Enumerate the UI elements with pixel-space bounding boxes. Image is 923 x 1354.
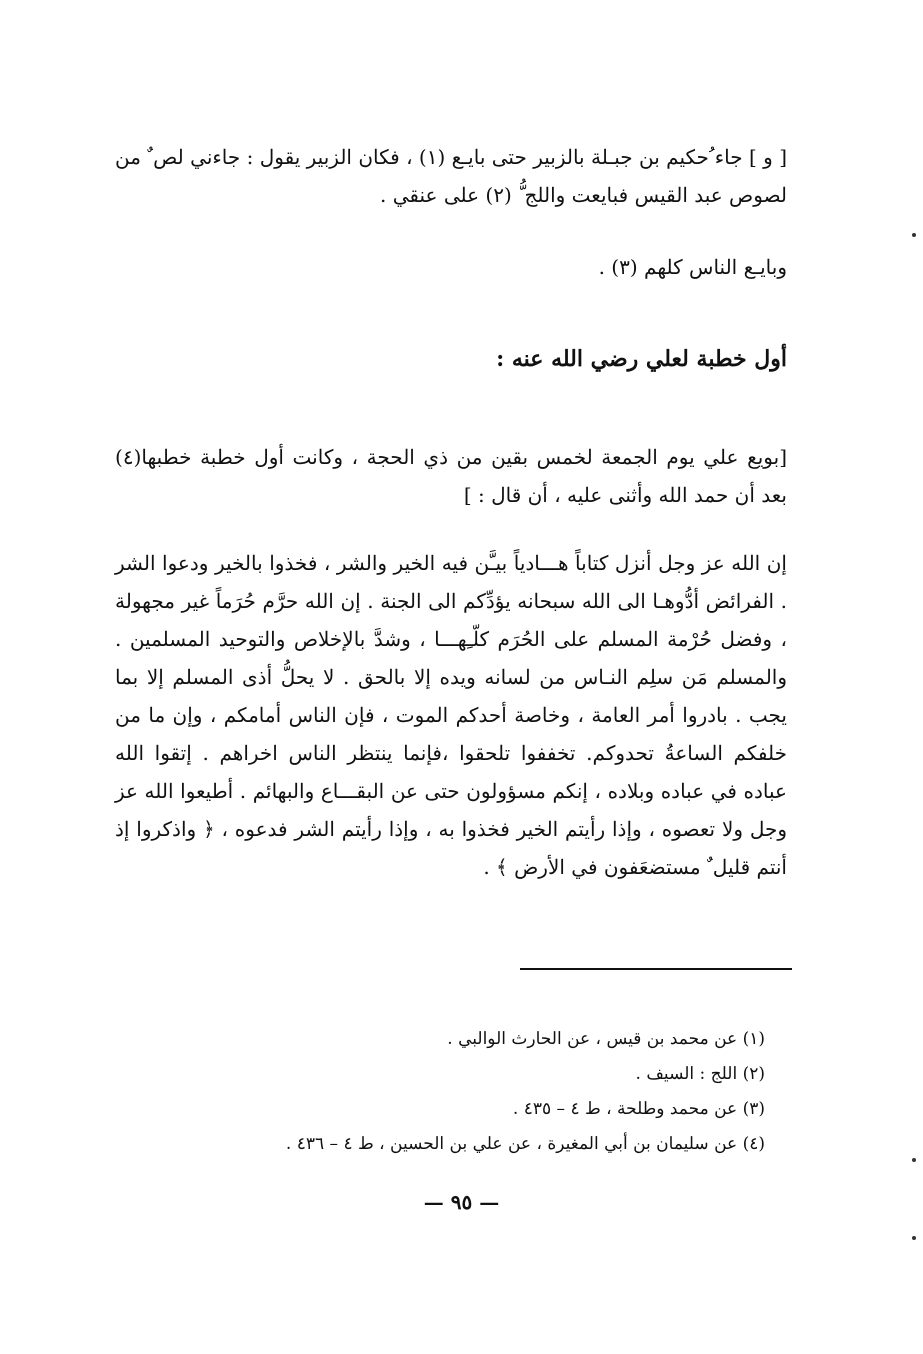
paragraph-text: وبايـع الناس كلهم (٣) . (598, 255, 787, 279)
paragraph-bay-ah-zubayr (115, 138, 787, 214)
heading-text: أول خطبة لعلي رضي الله عنه : (496, 346, 787, 372)
sermon-paragraph: إن الله عز وجل أنزل كتاباً هـــادياً بيـَّن فيه الخير والشر ، فخذوا بالخير ودعوا الشر . الفرائض أدُّوهـا الى الله سبحانه يؤدِّكم الى الجنة . إن الله حرَّم حُرَماً غير مجهولة ، وفضل حُرْمة المسلم على الحُرَم كلّـِهـــا ، وشدَّ بالإخلاص والتوحيد المسلمين . والمسلم مَن سلِم النـاس من لسانه ويده إلا بالحق . لا يحلُّ أذى المسلم إلا بما يجب . بادروا أمر العامة ، وخاصة أحدكم الموت ، فإن الناس أمامكم ، وإن ما من خلفكم الساعةُ تحدوكم. تخففوا تلحقوا ،فإنما ينتظر الناس اخراهم . إتقوا الله عباده في عباده وبلاده ، إنكم مسؤولون حتى عن البقـــاع والبهائم . أطيعوا الله عز وجل ولا تعصوه ، وإذا رأيتم الخير فخذوا به ، وإذا رأيتم الشر فدعوه ، ﴿ واذكروا إذ أنتم قليل ٌ مستضعَفون في الأرض ﴾ . (115, 551, 787, 879)
introduction-text: [بويع علي يوم الجمعة لخمس بقين من ذي الحجة ، وكانت أول خطبة خطبها(٤) بعد أن حمد الله وأثنى عليه ، أن قال : ] (115, 445, 787, 507)
footnote: (٣) عن محمد وطلحة ، ط ٤ – ٤٣٥ . (512, 1099, 765, 1119)
footnote: (٤) عن سليمان بن أبي المغيرة ، عن علي بن الحسين ، ط ٤ – ٤٣٦ . (285, 1134, 765, 1154)
section-heading (115, 340, 787, 378)
paragraph-bay-ah-nas (115, 248, 787, 286)
footnote: (١) عن محمد بن قيس ، عن الحارث الوالبي . (447, 1029, 765, 1049)
page-number: — ٩٥ — (423, 1190, 500, 1214)
paragraph-text: [ و ] جاء ُحكيم بن جبـلة بالزبير حتى بايـع (١) ، فكان الزبير يقول : جاءني لص ٌ من لصوص عبد القيس فبايعت واللج ُّ (٢) على عنقي . (115, 145, 787, 207)
footnote: (٢) اللج : السيف . (635, 1064, 765, 1084)
sermon-introduction (115, 438, 787, 514)
sermon-text (115, 544, 787, 886)
margin-mark (912, 233, 916, 237)
footnote-divider (520, 968, 792, 970)
margin-mark (912, 1158, 916, 1162)
footnotes (250, 1022, 765, 1162)
margin-mark (912, 1236, 916, 1240)
